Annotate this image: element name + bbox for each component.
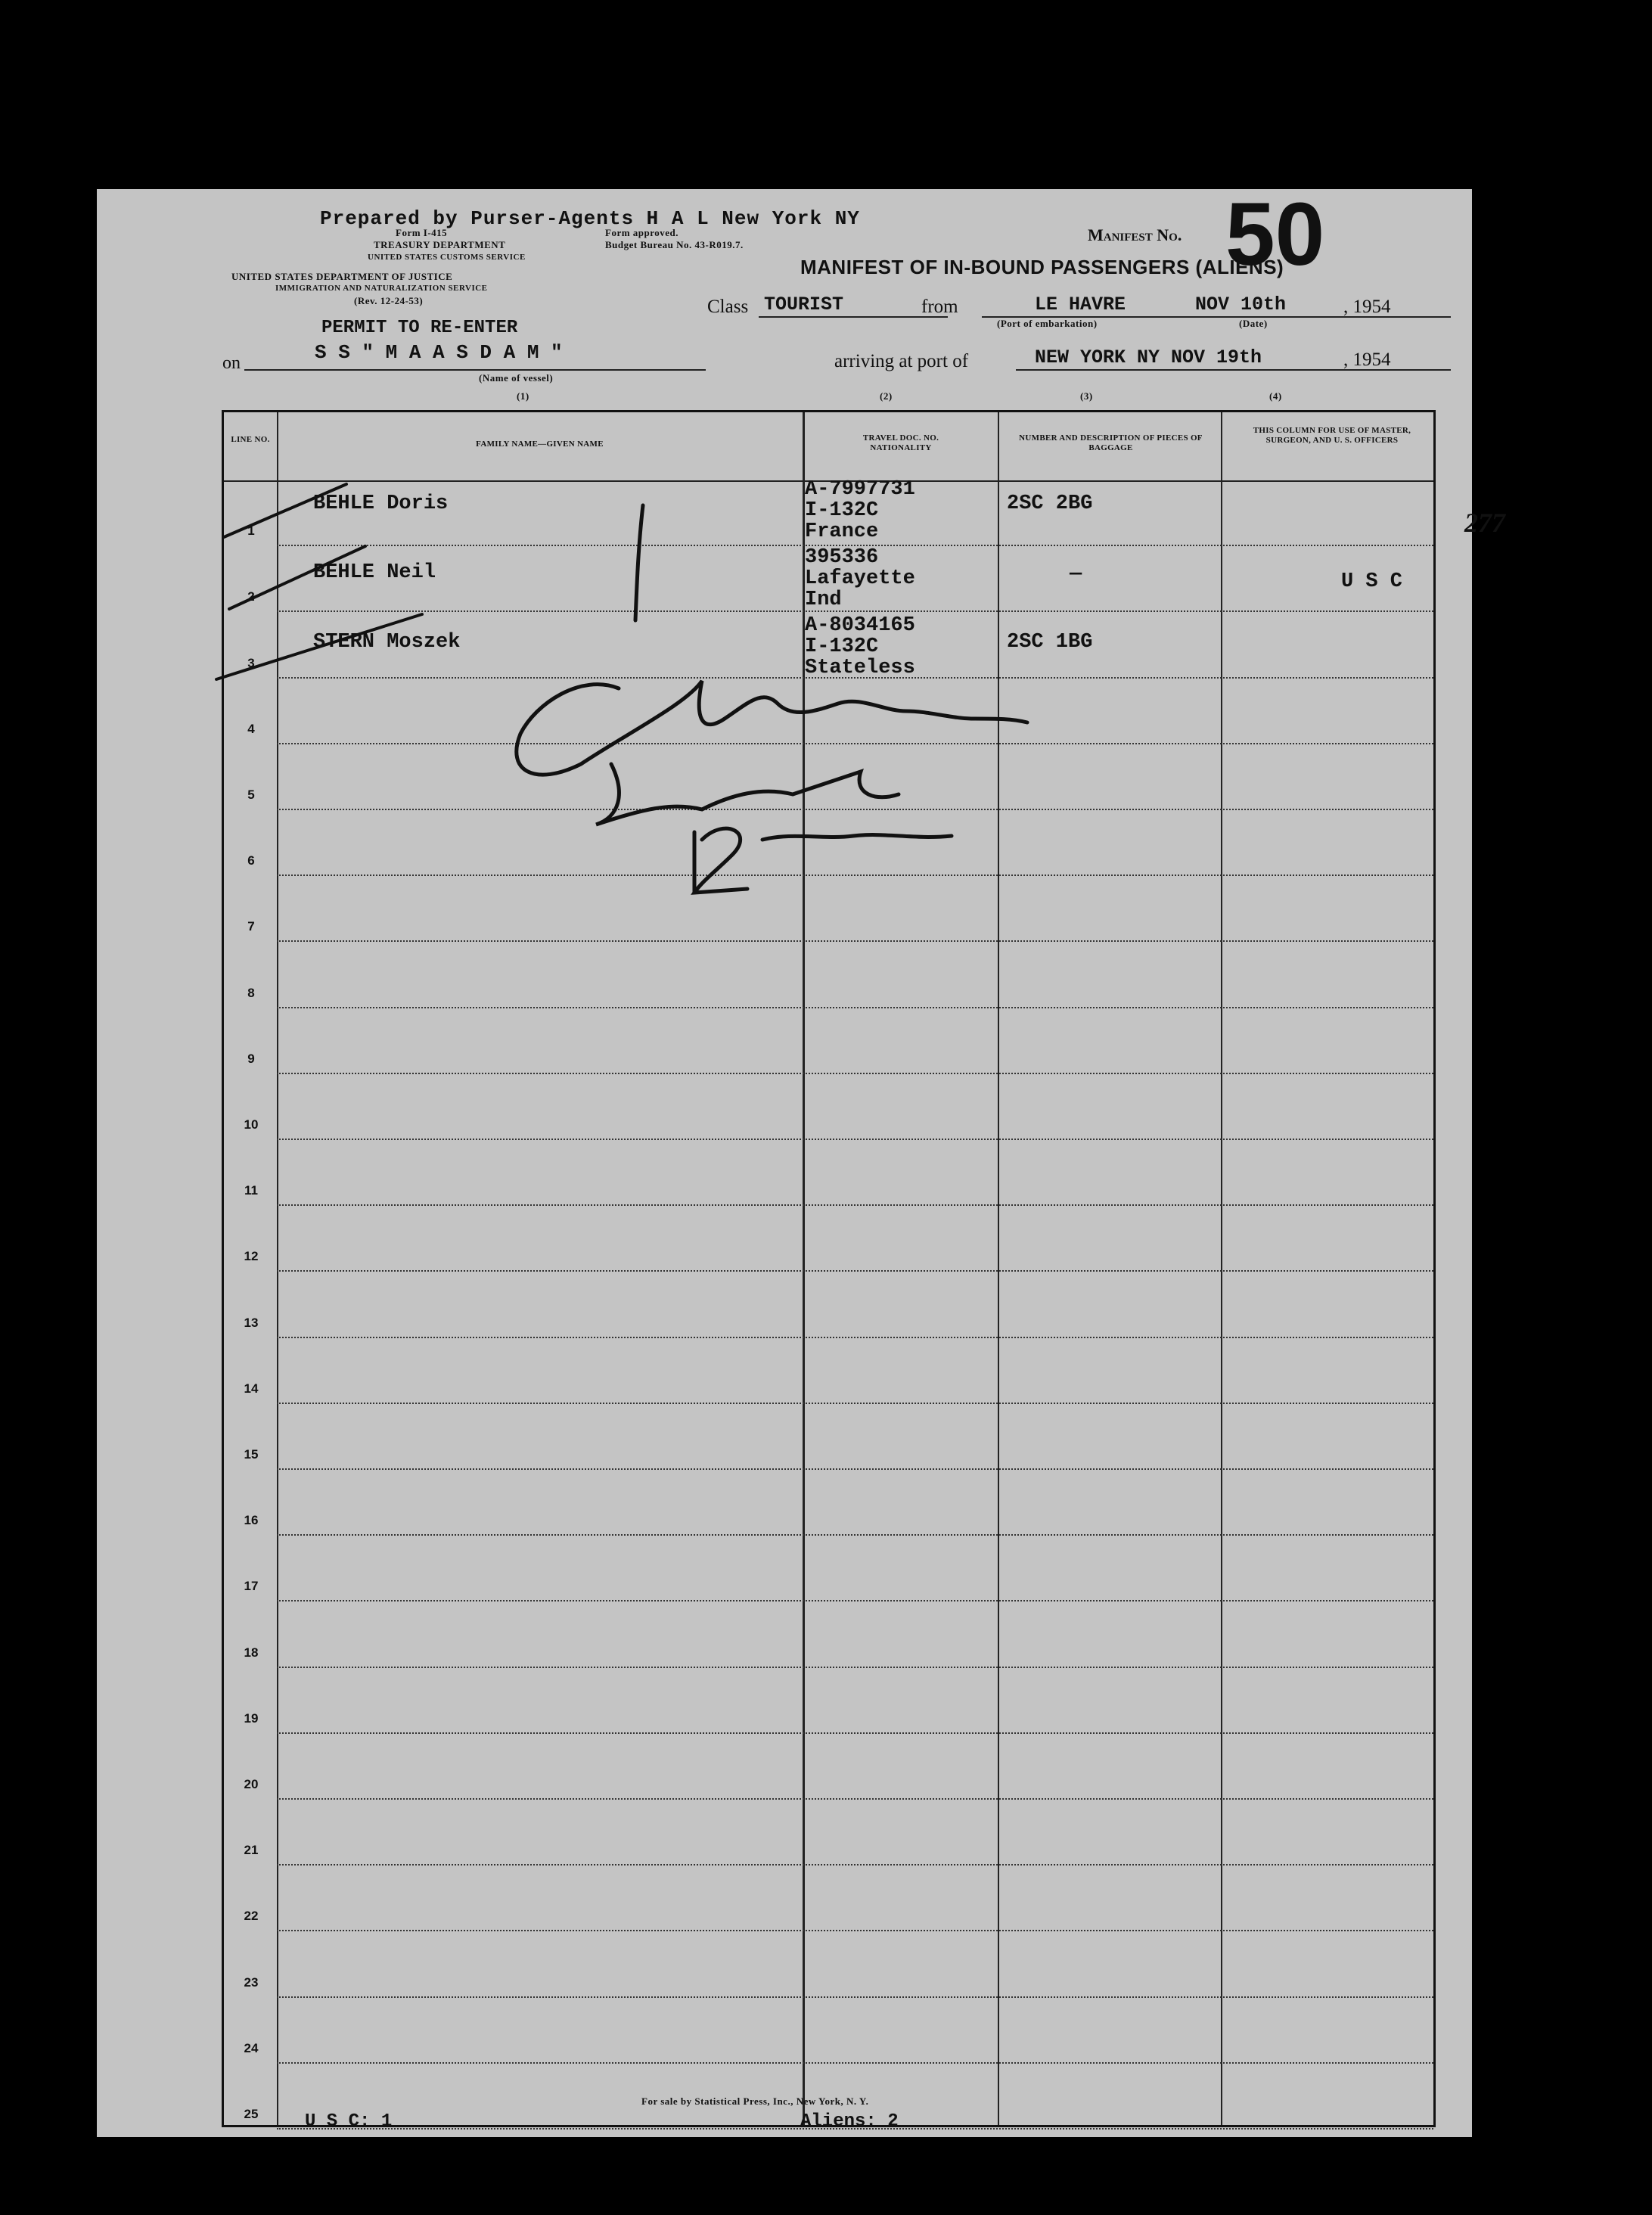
travel-doc-2: 395336	[805, 546, 879, 569]
passenger-name-3: STERN Moszek	[313, 631, 461, 654]
line-number: 23	[244, 1974, 259, 1990]
column-header-baggage: NUMBER AND DESCRIPTION OF PIECES OF BAGGAGE	[1019, 433, 1203, 452]
officer-note-2: U S C	[1341, 570, 1403, 593]
strike-mark-2	[229, 546, 365, 609]
line-number: 16	[244, 1513, 259, 1528]
form-number: Form I-415	[396, 227, 448, 238]
line-number: 9	[247, 1051, 255, 1066]
line-number: 4	[247, 721, 255, 736]
on-label: on	[222, 353, 241, 373]
column-header-name: FAMILY NAME—GIVEN NAME	[476, 440, 604, 449]
customs-service: UNITED STATES CUSTOMS SERVICE	[368, 253, 526, 262]
form-approved: Form approved.	[605, 227, 679, 238]
revision: (Rev. 12-24-53)	[354, 295, 424, 306]
port-caption: (Port of embarkation)	[997, 318, 1098, 329]
port-of-embarkation: LE HAVRE	[1035, 294, 1126, 315]
footer-printer: For sale by Statistical Press, Inc., New York, N. Y.	[641, 2095, 869, 2107]
permit-to-reenter: PERMIT TO RE-ENTER	[321, 318, 518, 338]
embarkation-date: NOV 10th	[1195, 294, 1287, 315]
travel-doc2-3: I-132C	[805, 635, 879, 658]
annotation-277: 277	[1464, 508, 1505, 538]
line-number: 5	[247, 788, 255, 802]
handwritten-months	[762, 835, 952, 840]
line-number: 1	[247, 523, 255, 539]
travel-doc-3: A-8034165	[805, 614, 915, 637]
column-number-4: (4)	[1269, 390, 1282, 402]
ins-service: IMMIGRATION AND NATURALIZATION SERVICE	[275, 284, 488, 293]
arrival-year: , 1954	[1343, 349, 1391, 370]
line-number: 24	[244, 2040, 259, 2055]
passenger-name-1: BEHLE Doris	[313, 492, 449, 515]
embarkation-year: , 1954	[1343, 297, 1391, 317]
line-number: 15	[244, 1447, 259, 1462]
column-header-line: LINE NO.	[231, 435, 270, 444]
line-number: 19	[244, 1710, 259, 1726]
class-label: Class	[707, 297, 749, 317]
footer-usc-count: U S C: 1	[305, 2111, 393, 2132]
budget-bureau: Budget Bureau No. 43-R019.7.	[605, 239, 744, 250]
column-number-3: (3)	[1080, 390, 1093, 402]
treasury-dept: TREASURY DEPARTMENT	[374, 239, 506, 250]
line-number: 21	[244, 1843, 259, 1858]
prepared-by: Prepared by Purser-Agents H A L New York NY	[320, 207, 860, 230]
line-number: 12	[244, 1249, 259, 1264]
strike-mark-1	[224, 484, 346, 537]
column-header-officers: THIS COLUMN FOR USE OF MASTER, SURGEON, AND U. S. OFFICERS	[1253, 426, 1411, 445]
strike-mark-3	[216, 614, 422, 679]
manifest-no-label: Manifest No.	[1088, 225, 1182, 244]
vessel-caption: (Name of vessel)	[479, 372, 554, 384]
line-number: 6	[247, 853, 255, 868]
baggage-3: 2SC 1BG	[1007, 631, 1093, 654]
travel-doc2-2: Lafayette	[805, 567, 915, 590]
passenger-name-2: BEHLE Neil	[313, 561, 436, 584]
line-number: 13	[244, 1315, 259, 1330]
baggage-1: 2SC 2BG	[1007, 492, 1093, 515]
column-header-travel: TRAVEL DOC. NO. NATIONALITY	[862, 433, 939, 452]
line-number: 17	[244, 1579, 259, 1594]
bracket-stroke	[635, 505, 643, 620]
arriving-label: arriving at port of	[834, 351, 969, 371]
baggage-2: —	[1070, 563, 1082, 586]
nationality-2: Ind	[805, 589, 842, 611]
line-number: 18	[244, 1645, 259, 1660]
line-number: 10	[244, 1117, 259, 1132]
justice-dept: UNITED STATES DEPARTMENT OF JUSTICE	[231, 271, 453, 282]
nationality-1: France	[805, 520, 879, 543]
line-number: 22	[244, 1909, 259, 1924]
line-number: 25	[244, 2107, 259, 2121]
manifest-title: MANIFEST OF IN-BOUND PASSENGERS (ALIENS)	[800, 256, 1284, 278]
class-value: TOURIST	[764, 294, 844, 315]
manifest-number: 50	[1225, 185, 1325, 284]
date-caption: (Date)	[1239, 318, 1268, 329]
column-number-2: (2)	[880, 390, 893, 402]
travel-doc-1: A-7997731	[805, 478, 915, 501]
footer-aliens-count: Aliens: 2	[800, 2111, 899, 2132]
arrival-port-date: NEW YORK NY NOV 19th	[1035, 346, 1262, 368]
line-number: 14	[244, 1381, 259, 1396]
line-number: 8	[247, 985, 255, 1000]
manifest-sheet	[97, 185, 1505, 2137]
column-number-1: (1)	[517, 390, 529, 402]
handwritten-digit-2	[694, 828, 747, 893]
from-label: from	[921, 297, 958, 317]
vessel-name: S S " M A A S D A M "	[315, 341, 563, 364]
line-number: 11	[244, 1183, 258, 1198]
handwritten-marks	[97, 185, 1472, 2137]
inspector-signature	[517, 681, 1027, 775]
line-number: 2	[247, 589, 255, 604]
line-number: 7	[247, 919, 255, 934]
line-number: 3	[247, 655, 255, 670]
line-number: 20	[244, 1777, 259, 1791]
travel-doc2-1: I-132C	[805, 499, 879, 522]
nationality-3: Stateless	[805, 657, 915, 679]
inspection-scrawl	[596, 764, 899, 825]
